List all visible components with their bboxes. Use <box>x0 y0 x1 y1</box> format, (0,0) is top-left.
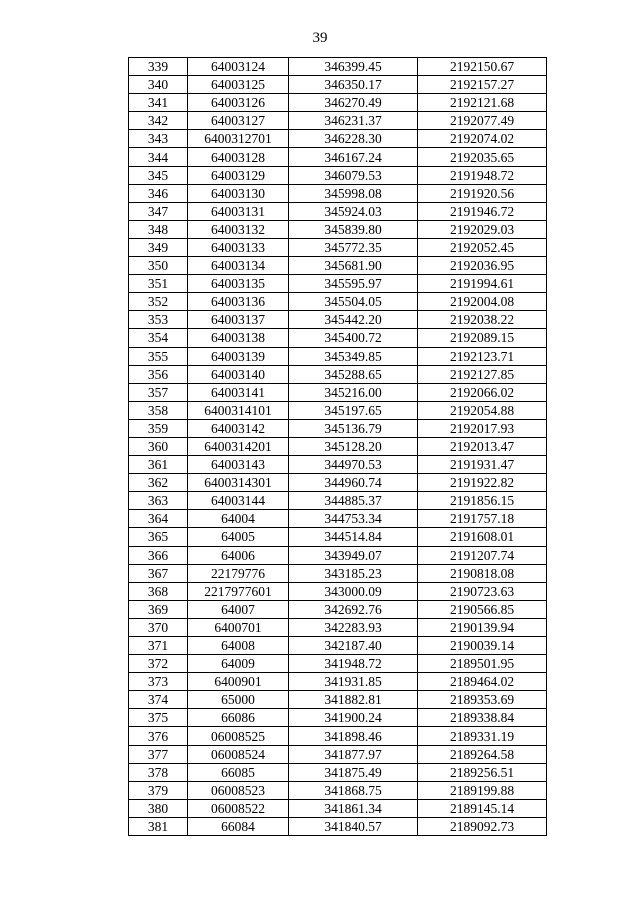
table-row <box>129 528 547 546</box>
point-id-cell: 64003144 <box>188 492 289 510</box>
point-id-cell: 06008523 <box>188 781 289 799</box>
y-coordinate-cell: 2192004.08 <box>418 293 547 311</box>
x-coordinate-cell: 346350.17 <box>289 76 418 94</box>
table-row <box>129 112 547 130</box>
table-row <box>129 510 547 528</box>
y-coordinate-cell: 2189264.58 <box>418 745 547 763</box>
y-coordinate-cell: 2189331.19 <box>418 727 547 745</box>
point-id-cell: 2217977601 <box>188 582 289 600</box>
point-id-cell: 6400901 <box>188 673 289 691</box>
table-row <box>129 293 547 311</box>
x-coordinate-cell: 345595.97 <box>289 275 418 293</box>
point-id-cell: 64003142 <box>188 419 289 437</box>
table-body <box>129 58 547 836</box>
y-coordinate-cell: 2190723.63 <box>418 582 547 600</box>
row-number-cell: 366 <box>129 546 188 564</box>
y-coordinate-cell: 2192157.27 <box>418 76 547 94</box>
point-id-cell: 64003143 <box>188 456 289 474</box>
table-row <box>129 311 547 329</box>
table-row <box>129 781 547 799</box>
point-id-cell: 64003132 <box>188 220 289 238</box>
point-id-cell: 64004 <box>188 510 289 528</box>
row-number-cell: 372 <box>129 655 188 673</box>
point-id-cell: 6400314301 <box>188 474 289 492</box>
table-row <box>129 799 547 817</box>
point-id-cell: 64003129 <box>188 166 289 184</box>
row-number-cell: 368 <box>129 582 188 600</box>
y-coordinate-cell: 2190139.94 <box>418 618 547 636</box>
y-coordinate-cell: 2192121.68 <box>418 94 547 112</box>
row-number-cell: 349 <box>129 238 188 256</box>
point-id-cell: 64003133 <box>188 238 289 256</box>
x-coordinate-cell: 345998.08 <box>289 184 418 202</box>
y-coordinate-cell: 2192013.47 <box>418 437 547 455</box>
y-coordinate-cell: 2192017.93 <box>418 419 547 437</box>
point-id-cell: 64003125 <box>188 76 289 94</box>
row-number-cell: 378 <box>129 763 188 781</box>
x-coordinate-cell: 341948.72 <box>289 655 418 673</box>
x-coordinate-cell: 346167.24 <box>289 148 418 166</box>
y-coordinate-cell: 2192036.95 <box>418 257 547 275</box>
y-coordinate-cell: 2191757.18 <box>418 510 547 528</box>
table-row <box>129 727 547 745</box>
row-number-cell: 367 <box>129 564 188 582</box>
point-id-cell: 64009 <box>188 655 289 673</box>
row-number-cell: 375 <box>129 709 188 727</box>
point-id-cell: 64003141 <box>188 383 289 401</box>
y-coordinate-cell: 2189464.02 <box>418 673 547 691</box>
point-id-cell: 22179776 <box>188 564 289 582</box>
point-id-cell: 64003139 <box>188 347 289 365</box>
row-number-cell: 350 <box>129 257 188 275</box>
y-coordinate-cell: 2189501.95 <box>418 655 547 673</box>
x-coordinate-cell: 341900.24 <box>289 709 418 727</box>
x-coordinate-cell: 341840.57 <box>289 817 418 835</box>
row-number-cell: 351 <box>129 275 188 293</box>
x-coordinate-cell: 345924.03 <box>289 202 418 220</box>
y-coordinate-cell: 2192052.45 <box>418 238 547 256</box>
y-coordinate-cell: 2189199.88 <box>418 781 547 799</box>
table-row <box>129 76 547 94</box>
table-row <box>129 58 547 76</box>
y-coordinate-cell: 2191608.01 <box>418 528 547 546</box>
row-number-cell: 364 <box>129 510 188 528</box>
table-row <box>129 238 547 256</box>
x-coordinate-cell: 345216.00 <box>289 383 418 401</box>
row-number-cell: 352 <box>129 293 188 311</box>
row-number-cell: 362 <box>129 474 188 492</box>
table-row <box>129 817 547 835</box>
table-row <box>129 383 547 401</box>
x-coordinate-cell: 344970.53 <box>289 456 418 474</box>
point-id-cell: 64003136 <box>188 293 289 311</box>
row-number-cell: 359 <box>129 419 188 437</box>
point-id-cell: 64003137 <box>188 311 289 329</box>
point-id-cell: 64003140 <box>188 365 289 383</box>
table-row <box>129 184 547 202</box>
y-coordinate-cell: 2189256.51 <box>418 763 547 781</box>
point-id-cell: 64003138 <box>188 329 289 347</box>
row-number-cell: 371 <box>129 637 188 655</box>
point-id-cell: 6400314201 <box>188 437 289 455</box>
table-row <box>129 202 547 220</box>
y-coordinate-cell: 2192123.71 <box>418 347 547 365</box>
page-number: 39 <box>312 30 328 46</box>
y-coordinate-cell: 2189338.84 <box>418 709 547 727</box>
coordinates-table <box>128 57 547 836</box>
point-id-cell: 64003128 <box>188 148 289 166</box>
y-coordinate-cell: 2191946.72 <box>418 202 547 220</box>
y-coordinate-cell: 2190039.14 <box>418 637 547 655</box>
y-coordinate-cell: 2192150.67 <box>418 58 547 76</box>
table-row <box>129 546 547 564</box>
point-id-cell: 64003131 <box>188 202 289 220</box>
x-coordinate-cell: 346231.37 <box>289 112 418 130</box>
row-number-cell: 341 <box>129 94 188 112</box>
y-coordinate-cell: 2192127.85 <box>418 365 547 383</box>
y-coordinate-cell: 2190818.08 <box>418 564 547 582</box>
table-row <box>129 257 547 275</box>
row-number-cell: 363 <box>129 492 188 510</box>
table-row <box>129 763 547 781</box>
x-coordinate-cell: 344885.37 <box>289 492 418 510</box>
row-number-cell: 339 <box>129 58 188 76</box>
table-row <box>129 419 547 437</box>
point-id-cell: 06008525 <box>188 727 289 745</box>
row-number-cell: 361 <box>129 456 188 474</box>
row-number-cell: 373 <box>129 673 188 691</box>
row-number-cell: 369 <box>129 600 188 618</box>
table-row <box>129 329 547 347</box>
table-row <box>129 618 547 636</box>
table-row <box>129 655 547 673</box>
row-number-cell: 354 <box>129 329 188 347</box>
x-coordinate-cell: 346270.49 <box>289 94 418 112</box>
point-id-cell: 06008524 <box>188 745 289 763</box>
x-coordinate-cell: 344960.74 <box>289 474 418 492</box>
table-row <box>129 94 547 112</box>
x-coordinate-cell: 341898.46 <box>289 727 418 745</box>
y-coordinate-cell: 2192038.22 <box>418 311 547 329</box>
y-coordinate-cell: 2191207.74 <box>418 546 547 564</box>
row-number-cell: 346 <box>129 184 188 202</box>
point-id-cell: 64008 <box>188 637 289 655</box>
row-number-cell: 355 <box>129 347 188 365</box>
table-row <box>129 582 547 600</box>
table-row <box>129 275 547 293</box>
y-coordinate-cell: 2192066.02 <box>418 383 547 401</box>
row-number-cell: 374 <box>129 691 188 709</box>
x-coordinate-cell: 345772.35 <box>289 238 418 256</box>
x-coordinate-cell: 341877.97 <box>289 745 418 763</box>
row-number-cell: 356 <box>129 365 188 383</box>
table-row <box>129 637 547 655</box>
y-coordinate-cell: 2189145.14 <box>418 799 547 817</box>
y-coordinate-cell: 2192035.65 <box>418 148 547 166</box>
row-number-cell: 340 <box>129 76 188 94</box>
table-row <box>129 437 547 455</box>
point-id-cell: 6400312701 <box>188 130 289 148</box>
row-number-cell: 365 <box>129 528 188 546</box>
y-coordinate-cell: 2189353.69 <box>418 691 547 709</box>
point-id-cell: 64005 <box>188 528 289 546</box>
x-coordinate-cell: 345400.72 <box>289 329 418 347</box>
point-id-cell: 66084 <box>188 817 289 835</box>
row-number-cell: 348 <box>129 220 188 238</box>
table-row <box>129 673 547 691</box>
table-row <box>129 691 547 709</box>
table-row <box>129 130 547 148</box>
point-id-cell: 6400701 <box>188 618 289 636</box>
table-row <box>129 492 547 510</box>
y-coordinate-cell: 2191948.72 <box>418 166 547 184</box>
x-coordinate-cell: 345504.05 <box>289 293 418 311</box>
row-number-cell: 357 <box>129 383 188 401</box>
table-row <box>129 709 547 727</box>
y-coordinate-cell: 2192054.88 <box>418 401 547 419</box>
y-coordinate-cell: 2191920.56 <box>418 184 547 202</box>
row-number-cell: 360 <box>129 437 188 455</box>
point-id-cell: 66085 <box>188 763 289 781</box>
table-row <box>129 365 547 383</box>
point-id-cell: 6400314101 <box>188 401 289 419</box>
row-number-cell: 380 <box>129 799 188 817</box>
point-id-cell: 65000 <box>188 691 289 709</box>
point-id-cell: 64003124 <box>188 58 289 76</box>
y-coordinate-cell: 2191922.82 <box>418 474 547 492</box>
table-row <box>129 401 547 419</box>
x-coordinate-cell: 342692.76 <box>289 600 418 618</box>
y-coordinate-cell: 2191994.61 <box>418 275 547 293</box>
point-id-cell: 66086 <box>188 709 289 727</box>
y-coordinate-cell: 2192029.03 <box>418 220 547 238</box>
x-coordinate-cell: 344753.34 <box>289 510 418 528</box>
point-id-cell: 06008522 <box>188 799 289 817</box>
y-coordinate-cell: 2191931.47 <box>418 456 547 474</box>
point-id-cell: 64003134 <box>188 257 289 275</box>
row-number-cell: 353 <box>129 311 188 329</box>
row-number-cell: 358 <box>129 401 188 419</box>
y-coordinate-cell: 2192077.49 <box>418 112 547 130</box>
x-coordinate-cell: 342187.40 <box>289 637 418 655</box>
x-coordinate-cell: 342283.93 <box>289 618 418 636</box>
x-coordinate-cell: 345197.65 <box>289 401 418 419</box>
table-row <box>129 600 547 618</box>
x-coordinate-cell: 341861.34 <box>289 799 418 817</box>
table-row <box>129 745 547 763</box>
point-id-cell: 64003127 <box>188 112 289 130</box>
x-coordinate-cell: 341868.75 <box>289 781 418 799</box>
x-coordinate-cell: 345839.80 <box>289 220 418 238</box>
y-coordinate-cell: 2192089.15 <box>418 329 547 347</box>
row-number-cell: 345 <box>129 166 188 184</box>
row-number-cell: 347 <box>129 202 188 220</box>
table-row <box>129 474 547 492</box>
x-coordinate-cell: 346399.45 <box>289 58 418 76</box>
x-coordinate-cell: 345136.79 <box>289 419 418 437</box>
row-number-cell: 342 <box>129 112 188 130</box>
x-coordinate-cell: 345128.20 <box>289 437 418 455</box>
y-coordinate-cell: 2191856.15 <box>418 492 547 510</box>
table-row <box>129 166 547 184</box>
table-row <box>129 564 547 582</box>
x-coordinate-cell: 345442.20 <box>289 311 418 329</box>
x-coordinate-cell: 341931.85 <box>289 673 418 691</box>
x-coordinate-cell: 341875.49 <box>289 763 418 781</box>
y-coordinate-cell: 2190566.85 <box>418 600 547 618</box>
row-number-cell: 344 <box>129 148 188 166</box>
x-coordinate-cell: 345288.65 <box>289 365 418 383</box>
point-id-cell: 64007 <box>188 600 289 618</box>
table-row <box>129 148 547 166</box>
x-coordinate-cell: 343949.07 <box>289 546 418 564</box>
row-number-cell: 376 <box>129 727 188 745</box>
table-row <box>129 220 547 238</box>
table-row <box>129 347 547 365</box>
row-number-cell: 377 <box>129 745 188 763</box>
row-number-cell: 381 <box>129 817 188 835</box>
y-coordinate-cell: 2192074.02 <box>418 130 547 148</box>
row-number-cell: 379 <box>129 781 188 799</box>
point-id-cell: 64003130 <box>188 184 289 202</box>
x-coordinate-cell: 346079.53 <box>289 166 418 184</box>
x-coordinate-cell: 341882.81 <box>289 691 418 709</box>
x-coordinate-cell: 343000.09 <box>289 582 418 600</box>
x-coordinate-cell: 345349.85 <box>289 347 418 365</box>
row-number-cell: 370 <box>129 618 188 636</box>
x-coordinate-cell: 343185.23 <box>289 564 418 582</box>
y-coordinate-cell: 2189092.73 <box>418 817 547 835</box>
row-number-cell: 343 <box>129 130 188 148</box>
point-id-cell: 64003126 <box>188 94 289 112</box>
point-id-cell: 64003135 <box>188 275 289 293</box>
table-row <box>129 456 547 474</box>
x-coordinate-cell: 344514.84 <box>289 528 418 546</box>
x-coordinate-cell: 346228.30 <box>289 130 418 148</box>
point-id-cell: 64006 <box>188 546 289 564</box>
x-coordinate-cell: 345681.90 <box>289 257 418 275</box>
